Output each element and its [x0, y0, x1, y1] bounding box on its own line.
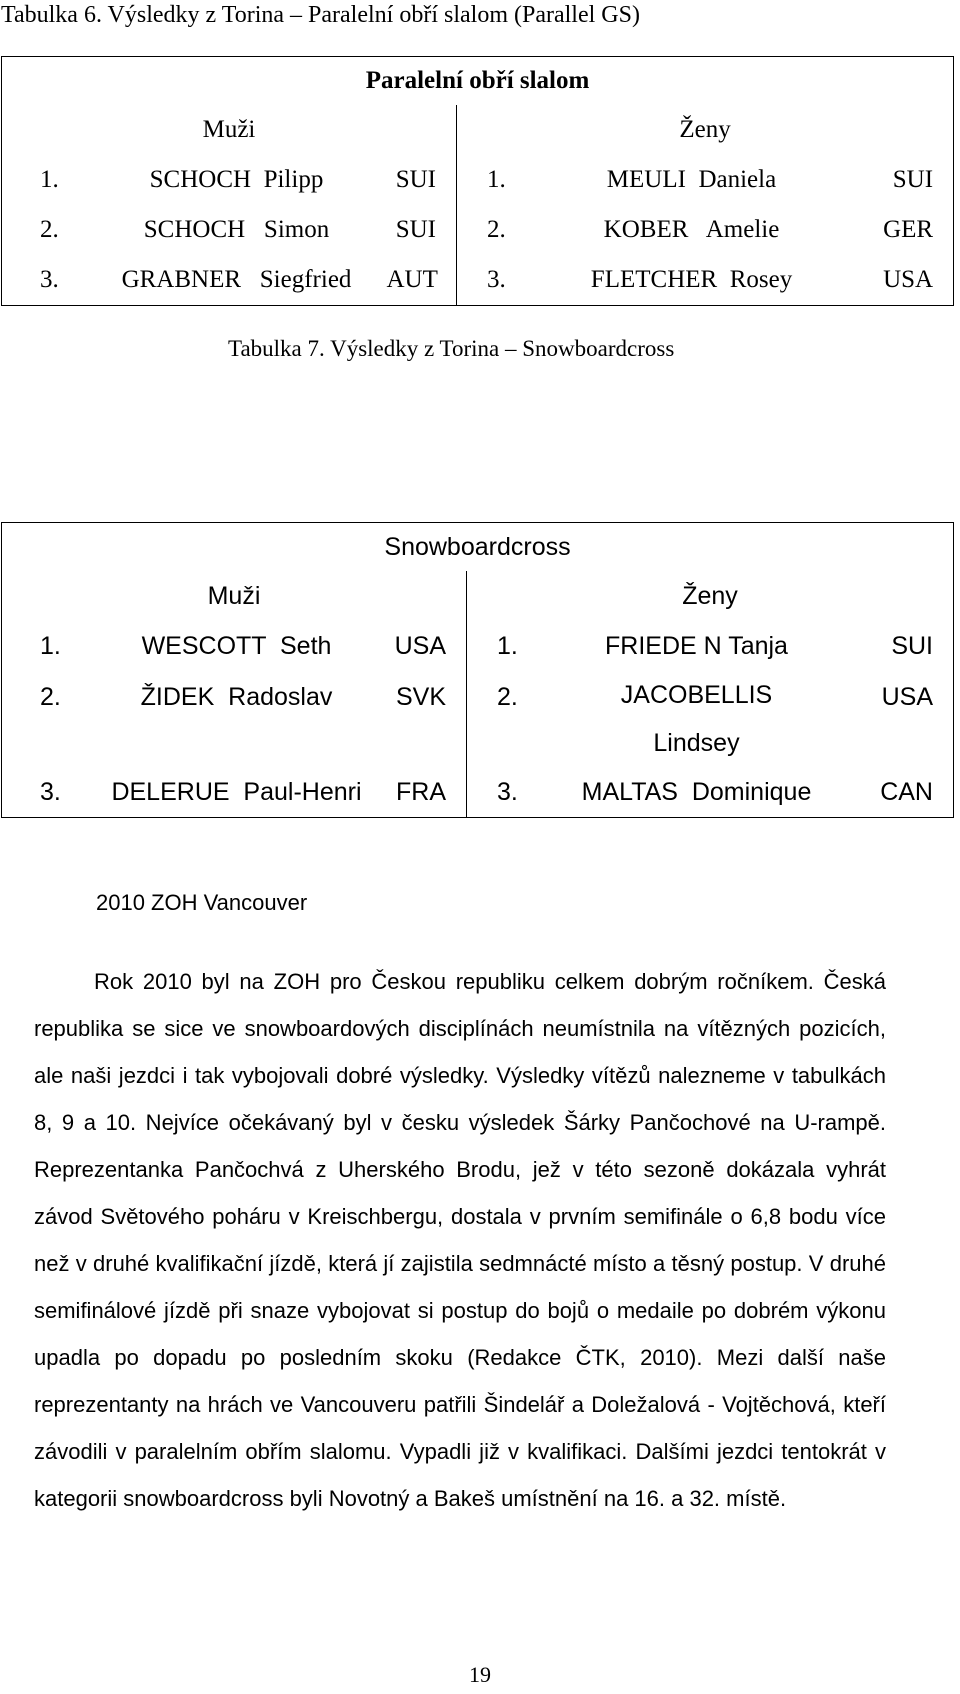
table7-women-header: Ženy — [467, 571, 954, 621]
men-name: SCHOCH Simon — [143, 216, 330, 243]
women-name-line2: Lindsey — [653, 729, 740, 757]
women-name: MALTAS Dominique — [552, 767, 842, 818]
table6-caption: Tabulka 6. Výsledky z Torina – Paralelní obří slalom (Parallel GS) — [1, 2, 640, 28]
table-row — [2, 767, 954, 818]
women-rank: 3. — [457, 255, 542, 306]
women-name — [552, 671, 842, 767]
women-country: USA — [842, 671, 954, 767]
table7-results — [1, 522, 954, 818]
women-country: CAN — [842, 767, 954, 818]
women-name: KOBER Amelie — [603, 216, 780, 243]
men-country: SUI — [387, 155, 457, 205]
men-rank: 3. — [2, 767, 87, 818]
women-name-line1: JACOBELLIS — [620, 681, 773, 709]
women-rank: 1. — [497, 631, 518, 660]
men-name: ŽIDEK Radoslav — [140, 683, 333, 711]
table6-men-header: Muži — [2, 105, 457, 155]
men-country: AUT — [387, 255, 457, 306]
men-rank: 2. — [2, 671, 87, 767]
women-country: SUI — [842, 155, 954, 205]
table7-caption: Tabulka 7. Výsledky z Torina – Snowboardcross — [228, 336, 675, 361]
women-rank: 2. — [497, 683, 518, 711]
men-name: DELERUE Paul-Henri — [87, 767, 387, 818]
table-row — [2, 255, 954, 306]
table6-title: Paralelní obří slalom — [2, 57, 954, 106]
men-country: SUI — [387, 205, 457, 255]
table7-title: Snowboardcross — [2, 523, 954, 572]
men-country: SVK — [387, 671, 467, 767]
page-number: 19 — [469, 1662, 491, 1687]
table-row — [2, 205, 954, 255]
women-name: FLETCHER Rosey — [542, 255, 842, 306]
women-rank: 2. — [487, 216, 506, 243]
women-country: SUI — [842, 621, 954, 671]
men-country: FRA — [387, 767, 467, 818]
table6-women-header: Ženy — [457, 105, 954, 155]
women-country: USA — [842, 255, 954, 306]
men-rank: 3. — [2, 255, 87, 306]
women-rank: 3. — [467, 767, 552, 818]
men-country: USA — [387, 621, 467, 671]
table-row — [2, 621, 954, 671]
men-name: GRABNER Siegfried — [87, 255, 387, 306]
men-rank: 1. — [2, 621, 87, 671]
men-name: SCHOCH Pilipp — [149, 166, 324, 193]
men-name: WESCOTT Seth — [141, 631, 332, 660]
women-country: GER — [842, 205, 954, 255]
table-row — [2, 671, 954, 767]
body-paragraph: Rok 2010 byl na ZOH pro Českou republiku celkem dobrým ročníkem. Česká republika se sice ve snowboardových disciplínách neumístnila na vítězných pozicích, ale naši jezdci i tak vybojovali dobré výsledky. Výsledky vítězů nalezneme v tabulkách 8, 9 a 10. Nejvíce očekávaný byl v česku výsledek Šárky Pančochové na U-rampě. Reprezentanka Pančochvá z Uherského Brodu, jež v této sezoně dokázala vyhrát závod Světového poháru v Kreischbergu, dostala v prvním semifinále o 6,8 bodu více než v druhé kvalifikační jízdě, která jí zajistila sedmnácté místo a těsný postup. V druhé semifinálové jízdě při snaze vybojovat si postup do bojů o medaile po dobrém výkonu upadla po dopadu po posledním skoku (Redakce ČTK, 2010). Mezi další naše reprezentanty na hrách ve Vancouveru patřili Šindelář a Doležalová - Vojtěchová, kteří závodili v paralelním obřím slalomu. Vypadli již v kvalifikaci. Dalšími jezdci tentokrát v kategorii snowboardcross byli Novotný a Bakeš umístnění na 16. a 32. místě. — [34, 969, 886, 1511]
women-rank: 1. — [487, 166, 506, 193]
men-rank: 1. — [2, 155, 87, 205]
table-row — [2, 155, 954, 205]
women-name: FRIEDE N Tanja — [605, 631, 788, 660]
table6-results — [1, 56, 954, 306]
section-heading: 2010 ZOH Vancouver — [96, 890, 308, 915]
women-name: MEULI Daniela — [606, 166, 777, 193]
men-rank: 2. — [2, 205, 87, 255]
table7-men-header: Muži — [2, 571, 467, 621]
